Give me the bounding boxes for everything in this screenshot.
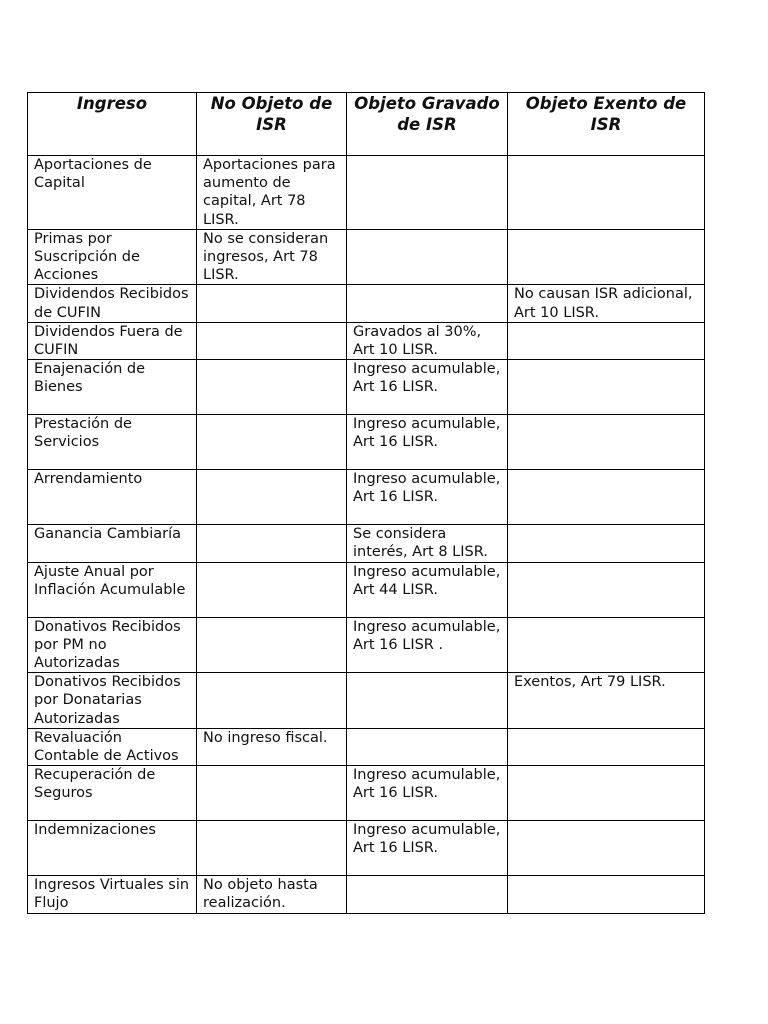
cell-no-objeto — [197, 525, 347, 562]
cell-ingreso: Recuperación de Seguros — [28, 766, 197, 821]
cell-objeto-exento — [508, 821, 705, 876]
cell-objeto-exento — [508, 156, 705, 230]
cell-no-objeto: No se consideran ingresos, Art 78 LISR. — [197, 229, 347, 285]
table-row — [28, 562, 705, 617]
cell-objeto-gravado — [347, 156, 508, 230]
cell-objeto-exento — [508, 470, 705, 525]
cell-objeto-gravado: Ingreso acumulable, Art 16 LISR. — [347, 415, 508, 470]
cell-ingreso: Arrendamiento — [28, 470, 197, 525]
table-row — [28, 821, 705, 876]
cell-ingreso: Enajenación de Bienes — [28, 360, 197, 415]
cell-no-objeto — [197, 470, 347, 525]
header-ingreso: Ingreso — [28, 93, 197, 156]
cell-no-objeto — [197, 562, 347, 617]
cell-objeto-exento — [508, 322, 705, 359]
cell-ingreso: Donativos Recibidos por PM no Autorizadas — [28, 617, 197, 673]
cell-objeto-gravado: Ingreso acumulable, Art 16 LISR. — [347, 766, 508, 821]
header-objeto-exento: Objeto Exento de ISR — [508, 93, 705, 156]
cell-objeto-gravado: Ingreso acumulable, Art 16 LISR. — [347, 360, 508, 415]
header-objeto-gravado: Objeto Gravado de ISR — [347, 93, 508, 156]
cell-objeto-exento — [508, 617, 705, 673]
cell-objeto-exento — [508, 876, 705, 913]
cell-ingreso: Donativos Recibidos por Donatarias Autorizadas — [28, 673, 197, 729]
cell-ingreso: Revaluación Contable de Activos — [28, 728, 197, 765]
cell-objeto-exento — [508, 525, 705, 562]
table-row — [28, 525, 705, 562]
cell-objeto-gravado: Ingreso acumulable, Art 44 LISR. — [347, 562, 508, 617]
cell-no-objeto — [197, 821, 347, 876]
cell-objeto-gravado — [347, 229, 508, 285]
cell-no-objeto: No ingreso fiscal. — [197, 728, 347, 765]
table-row — [28, 876, 705, 913]
cell-ingreso: Dividendos Fuera de CUFIN — [28, 322, 197, 359]
header-no-objeto: No Objeto de ISR — [197, 93, 347, 156]
cell-objeto-exento — [508, 415, 705, 470]
cell-objeto-gravado: Ingreso acumulable, Art 16 LISR . — [347, 617, 508, 673]
cell-ingreso: Ingresos Virtuales sin Flujo — [28, 876, 197, 913]
cell-ingreso: Primas por Suscripción de Acciones — [28, 229, 197, 285]
cell-no-objeto — [197, 285, 347, 322]
table-row — [28, 415, 705, 470]
cell-ingreso: Ganancia Cambiaría — [28, 525, 197, 562]
cell-objeto-exento — [508, 766, 705, 821]
cell-objeto-gravado: Ingreso acumulable, Art 16 LISR. — [347, 821, 508, 876]
cell-objeto-exento — [508, 728, 705, 765]
cell-no-objeto — [197, 360, 347, 415]
cell-ingreso: Ajuste Anual por Inflación Acumulable — [28, 562, 197, 617]
isr-income-table — [27, 92, 705, 914]
cell-objeto-gravado — [347, 285, 508, 322]
cell-objeto-exento — [508, 360, 705, 415]
table-row — [28, 673, 705, 729]
table-row — [28, 617, 705, 673]
table-row — [28, 322, 705, 359]
cell-objeto-exento — [508, 229, 705, 285]
table-row — [28, 285, 705, 322]
table-row — [28, 728, 705, 765]
cell-no-objeto — [197, 322, 347, 359]
cell-no-objeto: Aportaciones para aumento de capital, Art 78 LISR. — [197, 156, 347, 230]
cell-ingreso: Aportaciones de Capital — [28, 156, 197, 230]
cell-objeto-gravado: Gravados al 30%, Art 10 LISR. — [347, 322, 508, 359]
table-header-row — [28, 93, 705, 156]
cell-objeto-gravado: Ingreso acumulable, Art 16 LISR. — [347, 470, 508, 525]
cell-objeto-gravado — [347, 673, 508, 729]
cell-objeto-gravado: Se considera interés, Art 8 LISR. — [347, 525, 508, 562]
cell-ingreso: Prestación de Servicios — [28, 415, 197, 470]
cell-objeto-gravado — [347, 728, 508, 765]
cell-objeto-gravado — [347, 876, 508, 913]
table-row — [28, 470, 705, 525]
cell-ingreso: Indemnizaciones — [28, 821, 197, 876]
cell-no-objeto — [197, 766, 347, 821]
cell-ingreso: Dividendos Recibidos de CUFIN — [28, 285, 197, 322]
cell-no-objeto — [197, 617, 347, 673]
cell-objeto-exento: Exentos, Art 79 LISR. — [508, 673, 705, 729]
cell-objeto-exento — [508, 562, 705, 617]
table-row — [28, 229, 705, 285]
table-row — [28, 766, 705, 821]
table-row — [28, 156, 705, 230]
table-row — [28, 360, 705, 415]
cell-no-objeto: No objeto hasta realización. — [197, 876, 347, 913]
cell-no-objeto — [197, 415, 347, 470]
cell-no-objeto — [197, 673, 347, 729]
cell-objeto-exento: No causan ISR adicional, Art 10 LISR. — [508, 285, 705, 322]
